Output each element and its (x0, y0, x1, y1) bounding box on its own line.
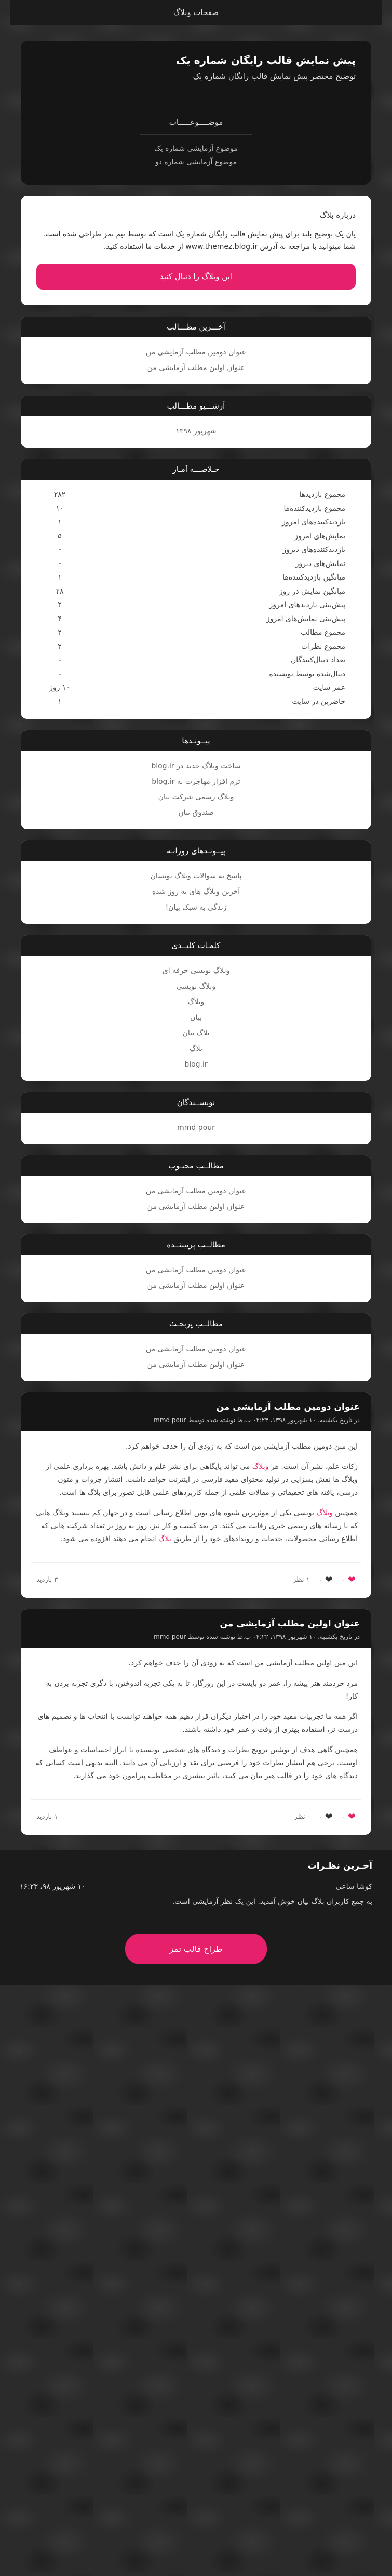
comments-link[interactable]: ۱ نظر (292, 1576, 310, 1584)
post-meta: در تاریخ یکشنبه، ۱۰ شهریور ۱۳۹۸، ۰۴:۲۳ ب.ظ نوشته شده توسط mmd pour (154, 1416, 360, 1424)
keyword-link[interactable]: بیان (190, 1014, 202, 1022)
stats-row (42, 516, 350, 530)
stats-label: عمر سایت (313, 684, 345, 692)
list-item[interactable]: عنوان دومین مطلب آزمایشی من (145, 1266, 247, 1274)
stats-row (42, 488, 350, 502)
list-item[interactable]: زندگی به سبک بیان! (165, 903, 227, 912)
stats-row (42, 557, 350, 571)
list-item[interactable]: عنوان دومین مطلب آزمایشی من (145, 1345, 247, 1353)
comment-author: کوشا ساعی (335, 1883, 372, 1891)
site-title[interactable]: پیش نمایش قالب رایگان شماره یک (175, 54, 356, 67)
stats-label: میانگین بازدیدکننده‌ها (282, 573, 345, 582)
post-title[interactable]: عنوان دومین مطلب آزمایشی من (216, 1402, 360, 1412)
keyword-link[interactable]: وبلاگ (187, 998, 205, 1006)
stats-label: بازدیدکننده‌های امروز (282, 518, 345, 527)
box-title: مطالــب پربحـث (21, 1313, 371, 1334)
post-content (21, 1431, 371, 1562)
stats-value: ۴ (58, 614, 62, 623)
stats-value: ۵ (58, 532, 62, 541)
keyword-link[interactable]: بلاگ (190, 1045, 202, 1053)
stats-list (21, 480, 371, 719)
stats-label: حاضرین در سایت (292, 697, 345, 706)
divider (140, 134, 252, 135)
stats-value: ۲۸ (56, 587, 64, 596)
follow-button[interactable]: این وبلاگ را دنبال کنید (36, 264, 356, 290)
like-button[interactable]: ❤ ۰ (342, 1811, 356, 1822)
inline-link[interactable]: وبلاگ (252, 1463, 269, 1471)
comments-link[interactable]: - نظر (294, 1813, 310, 1821)
stats-row (42, 585, 350, 599)
stats-label: مجموع نظرات (301, 642, 345, 651)
stats-value: ۱ (58, 518, 62, 527)
keyword-link[interactable]: وبلاگ نویسی حرفه ای (162, 967, 230, 975)
post-paragraph: مرد خردمند هنر پیشه را، عمر دو بایست در این روزگار، تا به یکی تجربه اندوختن، با دگری تجربه بردن به کار! (46, 1679, 358, 1701)
stats-label: پیش‌بینی بازدیدهای امروز (269, 601, 345, 609)
list-item[interactable]: آخرین وبلاگ های به روز شده (152, 888, 240, 896)
post-title[interactable]: عنوان اولین مطلب آزمایشی من (220, 1619, 360, 1629)
post-paragraph: زکات علم، نشر آن است. هر وبلاگ می تواند پایگاهی برای نشر علم و دانش باشد. بهره برداری علمی از وبلاگ ها نقش بسزایی در تولید محتوای مفید فارسی در اینترنت خواهد داشت. انتشار جزوات و متون درسی، یافته های تحقیقاتی و مقالات علمی از جمله کاربردهای علمی قابل تصور برای بلاگ ها است. (45, 1463, 358, 1497)
post-paragraph: اگر همه ما تجربیات مفید خود را در اختیار دیگران قرار دهیم همه خواهند توانست با انتخاب ها و تصمیم های درست تر، استفاده بهتری از وقت و عمر خود داشته باشند. (37, 1713, 358, 1734)
stats-value: - (58, 559, 61, 568)
footer (10, 1918, 382, 1985)
post-paragraph: این متن اولین مطلب آزمایشی من است که به زودی آن را حذف خواهم کرد. (128, 1659, 358, 1667)
top-nav[interactable] (10, 0, 382, 25)
dislike-button[interactable]: ❤ ۰ (319, 1811, 333, 1822)
about-title: درباره بلاگ (319, 211, 356, 220)
box-title: مطالــب پربیننــده (21, 1234, 371, 1255)
archive-box (21, 396, 371, 448)
page (10, 0, 382, 1835)
keyword-link[interactable]: بلاگ بیان (182, 1029, 210, 1037)
stats-value: ۲ (58, 642, 62, 651)
stats-label: میانگین نمایش در روز (279, 587, 345, 596)
dislike-button[interactable]: ❤ ۰ (319, 1574, 333, 1585)
stats-value: - (58, 656, 61, 664)
post-footer (31, 1799, 361, 1835)
stats-label: بازدیدکننده‌های دیروز (282, 546, 345, 554)
stats-row (42, 530, 350, 544)
most-discussed-box (21, 1313, 371, 1381)
stats-row (42, 640, 350, 654)
box-title: کلمـات کلیــدی (21, 935, 371, 956)
box-title: پیــونـدها (21, 730, 371, 751)
stats-row (42, 612, 350, 626)
about-box (21, 196, 371, 305)
stats-label: پیش‌بینی نمایش‌های امروز (266, 614, 345, 623)
stats-value: ۱۰ روز (49, 684, 70, 692)
stats-value: ۱ (58, 697, 62, 706)
comment-text: به جمع کاربران بلاگ بیان خوش آمدید. این یک نظر آزمایشی است. (172, 1898, 372, 1906)
designer-button[interactable]: طراح قالب تمز (125, 1934, 266, 1964)
inline-link[interactable]: وبلاگ (316, 1509, 333, 1517)
keyword-link[interactable]: blog.ir (184, 1060, 208, 1069)
broken-heart-icon: ❤ (325, 1574, 333, 1585)
views-count: ۳ بازدید (36, 1576, 58, 1584)
author-link[interactable]: mmd pour (177, 1124, 215, 1132)
links-box (21, 730, 371, 829)
topic-link[interactable]: موضوع آزمایشی شماره دو (155, 158, 237, 166)
stats-label: دنبال‌شده توسط نویسنده (269, 669, 345, 678)
keywords-box (21, 935, 371, 1081)
most-viewed-box (21, 1234, 371, 1302)
box-title: خـلاصـــه آمـار (21, 459, 371, 480)
stats-row (42, 667, 350, 681)
heart-icon: ❤ (347, 1574, 356, 1585)
latest-posts-box (21, 317, 371, 384)
site-description: توضیح مختصر پیش نمایش قالب رایگان شماره یک (193, 72, 356, 81)
box-title: مطالــب محبـوب (21, 1155, 371, 1176)
list-item[interactable]: ساخت وبلاگ جدید در blog.ir (151, 762, 241, 770)
stats-row (42, 626, 350, 640)
stats-row (42, 571, 350, 585)
box-title: آخـــرین مطـــالب (21, 317, 371, 337)
daily-links-box (21, 840, 371, 924)
site-header (21, 41, 371, 185)
stats-label: نمایش‌های امروز (294, 532, 345, 541)
popular-box (21, 1155, 371, 1223)
latest-comments (0, 1850, 392, 1985)
list-item[interactable]: عنوان اولین مطلب آزمایشی من (147, 1282, 245, 1290)
post-meta: در تاریخ یکشنبه، ۱۰ شهریور ۱۳۹۸، ۰۴:۲۲ ب.ظ نوشته شده توسط mmd pour (154, 1633, 360, 1640)
stats-value: ۲۸۲ (53, 491, 66, 499)
post-paragraph: همچنین وبلاگ نویسی یکی از موثرترین شیوه های نوین اطلاع رسانی است و در جهان کم نیستند وبلاگ هایی که با رسانه های رسمی خبری رقابت می کنند. در بعد کسب و کار نیز، روز به روز بر تعداد شرکت هایی که اطلاع رسانی محصولات، خدمات و رویدادهای خود را از طریق بلاگ انجام می دهند افزوده می شود. (36, 1509, 358, 1543)
stats-label: مجموع بازدیدها (299, 491, 345, 499)
stats-label: مجموع بازدیدکننده‌ها (283, 504, 345, 513)
keyword-link[interactable]: وبلاگ نویسی (176, 982, 216, 991)
list-item[interactable]: شهریور ۱۳۹۸ (175, 427, 217, 436)
stats-row (42, 598, 350, 612)
box-title: نویســندگان (21, 1092, 371, 1113)
stats-label: مجموع مطالب (301, 628, 345, 637)
stats-row (42, 653, 350, 667)
comments-title: آخـرین نظـرات (307, 1861, 372, 1871)
post-card (21, 1609, 371, 1835)
box-title: پیــونـدهای روزانـه (21, 840, 371, 861)
topic-link[interactable]: موضوع آزمایشی شماره یک (154, 144, 238, 153)
heart-icon: ❤ (347, 1811, 356, 1822)
stats-row (42, 695, 350, 709)
post-paragraph: این متن دومین مطلب آزمایشی من است که به زودی آن را حذف خواهم کرد. (125, 1442, 358, 1451)
stats-label: تعداد دنبال‌کنندگان (290, 656, 345, 664)
topics-title: موضــــوعـــــات (169, 117, 223, 127)
stats-row (42, 543, 350, 557)
list-item[interactable]: وبلاگ رسمی شرکت بیان (158, 793, 234, 801)
stats-row (42, 681, 350, 695)
list-item[interactable]: پاسخ به سوالات وبلاگ نویسان (150, 872, 242, 880)
views-count: ۱ بازدید (36, 1813, 58, 1821)
topics-section (36, 117, 356, 169)
stats-value: ۲ (58, 601, 62, 609)
authors-box (21, 1092, 371, 1144)
top-nav-title[interactable]: صفحات وبلاگ (173, 8, 219, 17)
stats-label: نمایش‌های دیروز (295, 559, 345, 568)
list-item[interactable]: عنوان اولین مطلب آزمایشی من (147, 1361, 245, 1369)
post-card (21, 1392, 371, 1598)
list-item[interactable]: عنوان دومین مطلب آزمایشی من (145, 348, 247, 357)
like-button[interactable]: ❤ ۰ (342, 1574, 356, 1585)
stats-box (21, 459, 371, 719)
comment-date: ۱۰ شهریور ۹۸، ۱۶:۲۳ (20, 1883, 86, 1891)
post-paragraph: همچنین گاهی هدف از نوشتن ترویج نظرات و دیدگاه های شخصی نویسنده یا ابراز احساسات و عواطف اوست. برخی هم انتشار نظرات خود را فرصتی برای نقد و ارزیابی آن می دانند. البته بدیهی است کسانی که دیدگاه های خود را در قالب هنر بیان می کنند، تاثیر بیشتری بر مخاطب پیرامون خود می گذارند. (35, 1746, 358, 1780)
stats-value: - (58, 546, 61, 554)
list-item[interactable]: عنوان اولین مطلب آزمایشی من (147, 364, 245, 372)
stats-value: - (58, 669, 61, 678)
stats-value: ۲ (58, 628, 62, 637)
box-title: آرشـــیو مطـــالب (21, 396, 371, 416)
about-text: یان یک توضیح بلند برای پیش نمایش قالب رایگان شماره یک است که توسط تیم تمز طراحی شده است. شما میتوانید با مراجعه به آدرس www.themez.blog.ir از خدمات ما استفاده کنید. (43, 230, 356, 251)
list-item[interactable]: صندوق بیان (178, 809, 214, 817)
inline-link[interactable]: بلاگ (158, 1535, 171, 1543)
list-item[interactable]: عنوان اولین مطلب آزمایشی من (147, 1203, 245, 1211)
stats-row (42, 502, 350, 516)
stats-value: ۱ (58, 573, 62, 582)
post-content (21, 1648, 371, 1799)
list-item[interactable]: عنوان دومین مطلب آزمایشی من (145, 1187, 247, 1195)
list-item[interactable]: ترم افزار مهاجرت به blog.ir (152, 778, 240, 786)
post-footer (31, 1562, 361, 1598)
comment-item[interactable] (10, 1883, 382, 1918)
stats-value: ۱۰ (56, 504, 64, 513)
broken-heart-icon: ❤ (325, 1811, 333, 1822)
